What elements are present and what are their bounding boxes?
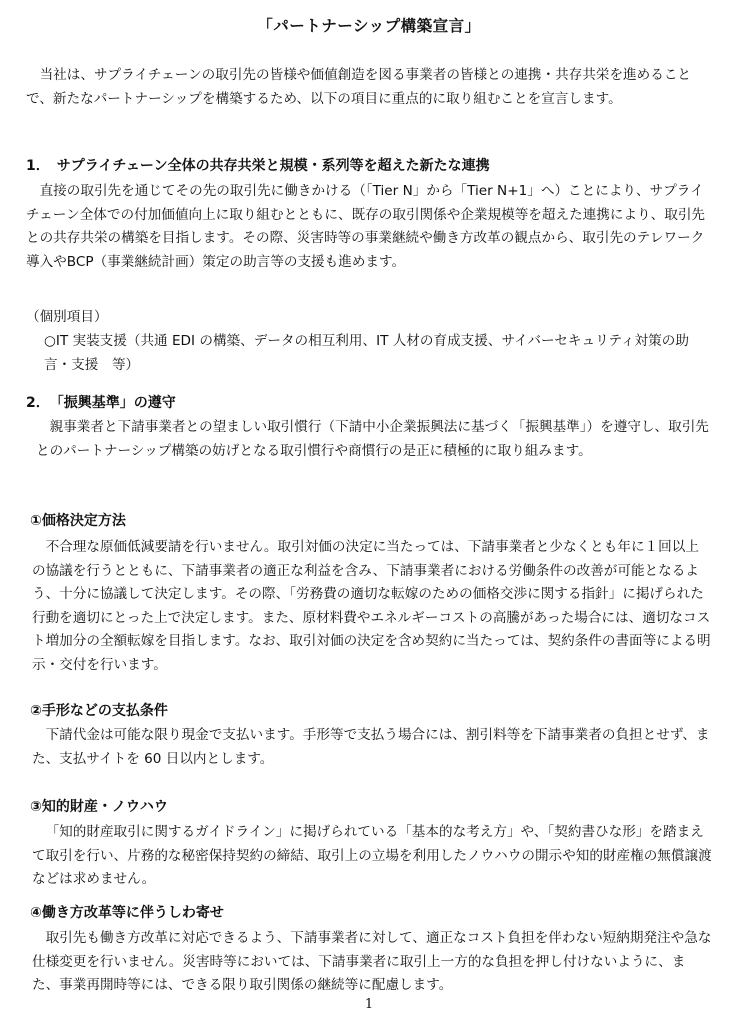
subsection-1-heading: ①価格決定方法 xyxy=(30,513,126,529)
individual-items-label: （個別項目） xyxy=(26,309,108,325)
subsection-3-body: 「知的財産取引に関するガイドライン」に掲げられている「基本的な考え方」や、「契約書ひな形」を踏まえて取引を行い、片務的な秘密保持契約の締結、取引上の立場を利用したノウハウの開示や知的財産権の無償譲渡などは求めません。 xyxy=(32,824,712,887)
subsection-2-body: 下請代金は可能な限り現金で支払います。手形等で支払う場合には、割引料等を下請事業者の負担とせず、また、支払サイトを 60 日以内とします。 xyxy=(32,727,710,767)
subsection-4-body: 取引先も働き方改革に対応できるよう、下請事業者に対して、適正なコスト負担を伴わない短納期発注や急な仕様変更を行いません。災害時等においては、下請事業者に取引上一方的な負担を押し付けないように、また、事業再開時等には、できる限り取引関係の継続等に配慮します。 xyxy=(32,930,712,993)
subsection-3-heading: ③知的財産・ノウハウ xyxy=(30,799,168,815)
section-2-heading: 2． 「振興基準」の遵守 xyxy=(26,395,176,411)
section-1-heading: 1． サプライチェーン全体の共存共栄と規模・系列等を超えた新たな連携 xyxy=(26,158,490,174)
subsection-4-heading: ④働き方改革等に伴うしわ寄せ xyxy=(30,905,224,921)
document-title: 「パートナーシップ構築宣言」 xyxy=(257,17,481,35)
subsection-2-heading: ②手形などの支払条件 xyxy=(30,703,168,719)
subsection-1-body: 不合理な原価低減要請を行いません。取引対価の決定に当たっては、下請事業者と少なくとも年に１回以上の協議を行うとともに、下請事業者の適正な利益を含み、下請事業者における労働条件の改善が可能となるよう、十分に協議して決定します。その際、「労務費の適切な転嫁のための価格交渉に関する指針」に掲げられた行動を適切にとった上で決定します。また、原材料費やエネルギーコストの高騰があった場合には、適切なコスト増加分の全額転嫁を目指します。なお、取引対価の決定を含め契約に当たっては、契約条件の書面等による明示・交付を行います。 xyxy=(32,539,711,673)
section-2-body: 親事業者と下請事業者との望ましい取引慣行（下請中小企業振興法に基づく「振興基準」）を遵守し、取引先とのパートナーシップ構築の妨げとなる取引慣行や商慣行の是正に積極的に取り組みます。 xyxy=(36,419,709,459)
individual-item: ○IT 実装支援（共通 EDI の構築、データの相互利用、IT 人材の育成支援、サイバーセキュリティ対策の助言・支援 等） xyxy=(44,333,689,373)
page-number: 1 xyxy=(364,997,374,1012)
intro-paragraph: 当社は、サプライチェーンの取引先の皆様や価値創造を図る事業者の皆様との連携・共存共栄を進めることで、新たなパートナーシップを構築するため、以下の項目に重点的に取り組むことを宣言します。 xyxy=(26,67,692,107)
section-1-body: 直接の取引先を通じてその先の取引先に働きかける（「Tier N」から「Tier N+1」へ）ことにより、サプライチェーン全体での付加価値向上に取り組むとともに、既存の取引関係や企業規模等を超えた連携により、取引先との共存共栄の構築を目指します。その際、災害時等の事業継続や働き方改革の観点から、取引先のテレワーク導入やBCP（事業継続計画）策定の助言等の支援も進めます。 xyxy=(26,183,706,270)
